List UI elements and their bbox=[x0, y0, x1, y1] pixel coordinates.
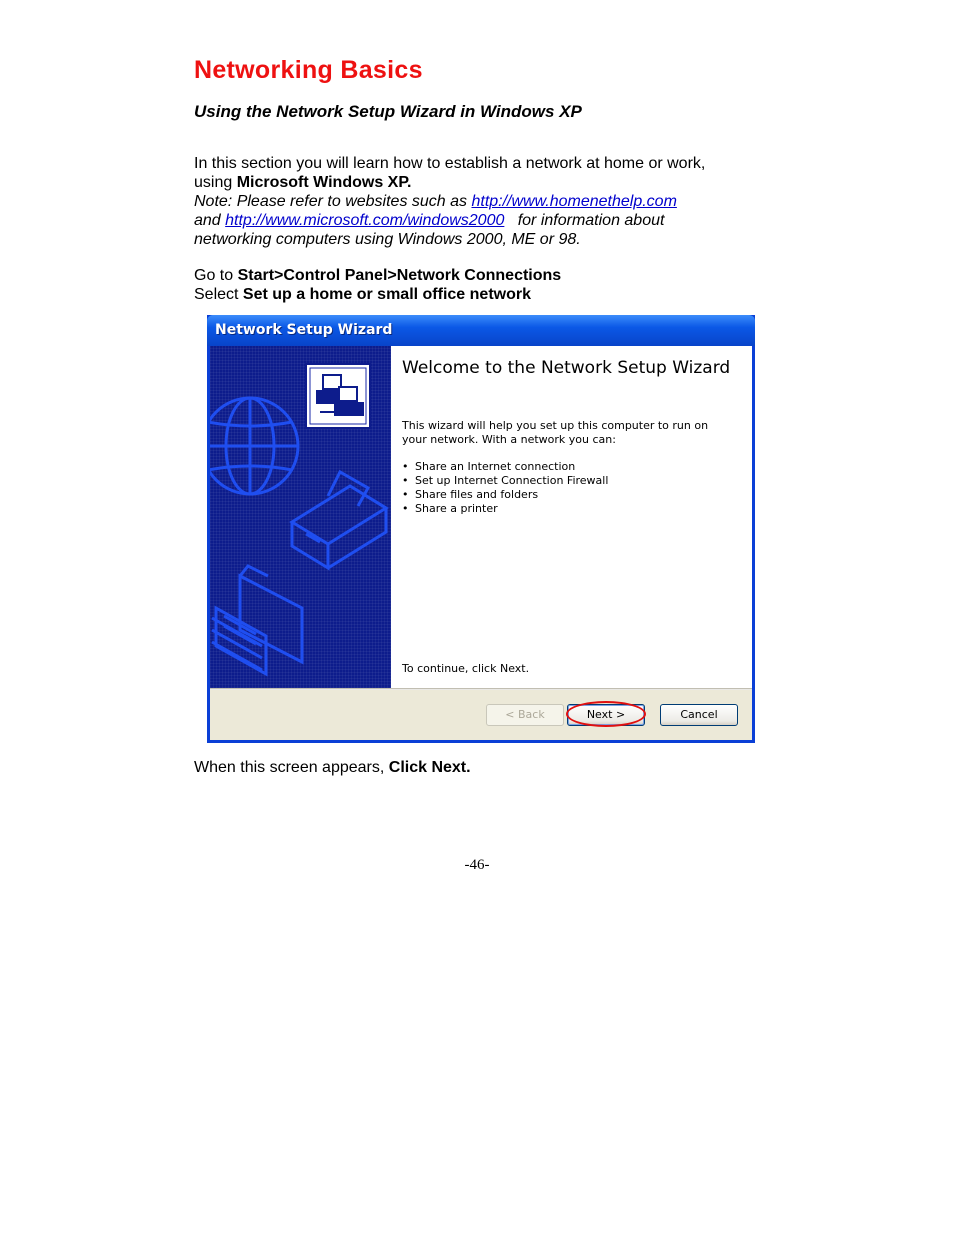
intro-line-1: In this section you will learn how to establish a network at home or work, bbox=[194, 155, 706, 172]
wizard-illustration bbox=[210, 346, 391, 688]
window-titlebar[interactable]: Network Setup Wizard bbox=[207, 315, 755, 346]
goto-path: Start>Control Panel>Network Connections bbox=[237, 267, 562, 284]
note-prefix: Note: Please refer to websites such as bbox=[194, 193, 472, 210]
list-item: • Set up Internet Connection Firewall bbox=[402, 474, 608, 488]
globe-icon bbox=[210, 398, 298, 494]
next-button-highlight-ring bbox=[566, 701, 646, 727]
page-title: Networking Basics bbox=[194, 56, 423, 84]
note-suffix: for information about bbox=[504, 212, 665, 229]
next-button[interactable]: Next > bbox=[567, 704, 645, 726]
wizard-client-area bbox=[210, 346, 752, 740]
after-action: Click Next. bbox=[388, 759, 471, 776]
continue-instruction: To continue, click Next. bbox=[402, 662, 530, 675]
intro-os-name: Microsoft Windows XP. bbox=[236, 174, 412, 191]
select-option: Set up a home or small office network bbox=[242, 286, 531, 303]
wizard-feature-list bbox=[402, 460, 608, 516]
note-line-2 bbox=[194, 211, 794, 230]
goto-prefix: Go to bbox=[194, 267, 238, 284]
network-setup-wizard-window bbox=[207, 315, 755, 743]
cancel-button[interactable]: Cancel bbox=[660, 704, 738, 726]
note-and: and bbox=[194, 212, 226, 229]
list-item: • Share an Internet connection bbox=[402, 460, 608, 474]
wizard-content-panel bbox=[391, 346, 752, 688]
after-instruction bbox=[194, 758, 794, 777]
instructions bbox=[194, 266, 794, 304]
homenethelp-link[interactable]: http://www.homenethelp.com bbox=[471, 193, 677, 210]
page-number: -46- bbox=[464, 857, 490, 873]
list-item: • Share a printer bbox=[402, 502, 608, 516]
goto-line bbox=[194, 266, 794, 285]
list-item: • Share files and folders bbox=[402, 488, 608, 502]
select-prefix: Select bbox=[194, 286, 243, 303]
note-line-3: networking computers using Windows 2000, ME or 98. bbox=[194, 231, 581, 248]
section-subtitle: Using the Network Setup Wizard in Windows XP bbox=[194, 102, 582, 121]
network-computers-icon bbox=[306, 364, 370, 428]
microsoft-link[interactable]: http://www.microsoft.com/windows2000 bbox=[225, 212, 505, 229]
wizard-description: This wizard will help you set up this computer to run on your network. With a network you can: bbox=[402, 419, 709, 446]
folder-files-icon bbox=[212, 566, 302, 674]
after-prefix: When this screen appears, bbox=[194, 759, 389, 776]
button-bar-divider bbox=[210, 688, 752, 690]
wizard-heading: Welcome to the Network Setup Wizard bbox=[402, 358, 731, 378]
wizard-side-panel bbox=[210, 346, 391, 688]
printer-icon bbox=[292, 472, 386, 568]
intro-paragraph bbox=[194, 154, 794, 249]
select-line bbox=[194, 285, 794, 304]
intro-using: using bbox=[194, 174, 237, 191]
intro-line-2 bbox=[194, 173, 794, 192]
back-button[interactable]: < Back bbox=[486, 704, 564, 726]
note-line-1 bbox=[194, 192, 794, 211]
